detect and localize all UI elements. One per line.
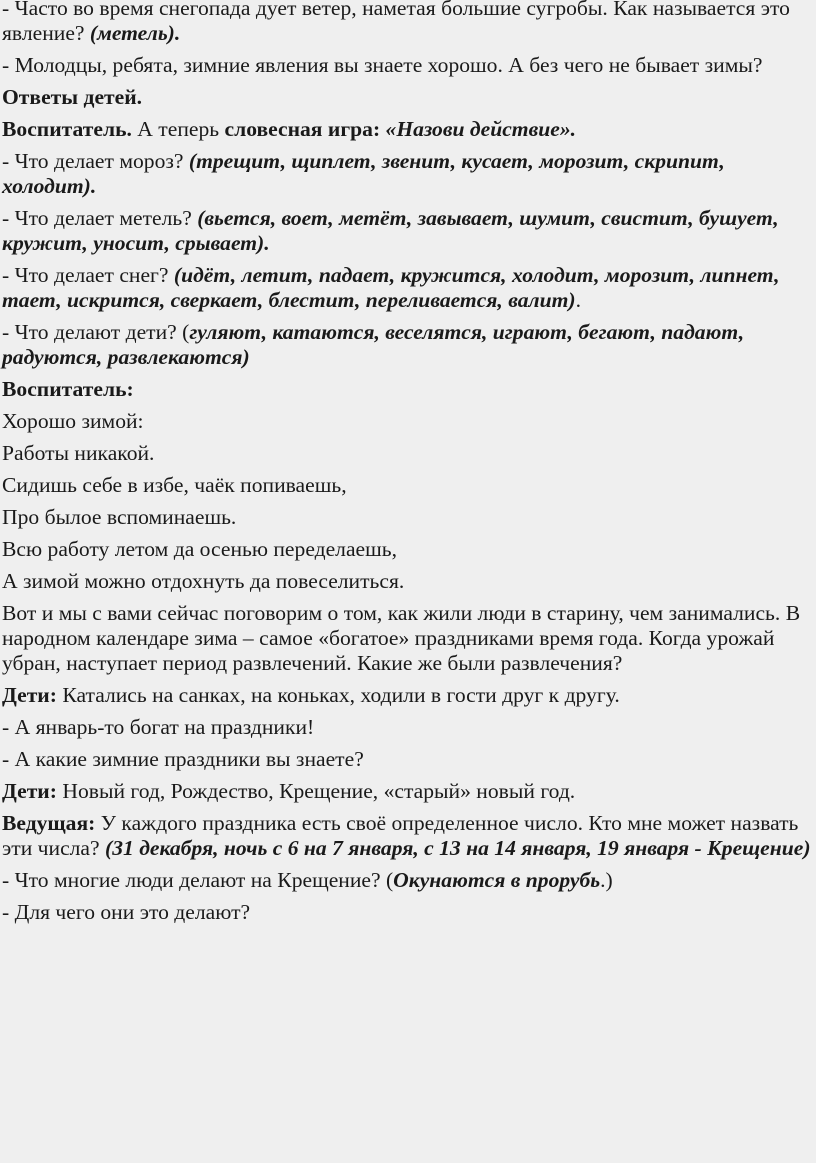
poem-line-text: Работы никакой. bbox=[2, 441, 155, 465]
question-text: - Что делает снег? bbox=[2, 263, 174, 287]
answer-text: (метель). bbox=[89, 21, 181, 45]
paragraph-host-dates bbox=[2, 811, 816, 861]
paragraph-text: - А январь-то богат на праздники! bbox=[2, 715, 315, 739]
paragraph-text: - А какие зимние праздники вы знаете? bbox=[2, 747, 364, 771]
paragraph-january bbox=[2, 715, 816, 740]
question-text: - Что делает метель? bbox=[2, 206, 198, 230]
paragraph-why bbox=[2, 900, 816, 925]
question-text: - Что многие люди делают на Крещение? ( bbox=[2, 868, 394, 892]
poem-line bbox=[2, 441, 816, 466]
paragraph-text: Ответы детей. bbox=[2, 85, 143, 109]
question-text: - Что делает мороз? bbox=[2, 149, 189, 173]
paragraph-winter-question bbox=[2, 53, 816, 78]
poem-line bbox=[2, 569, 816, 594]
answer-text: Окунаются в прорубь bbox=[393, 868, 601, 892]
question-text: - Часто во время снегопада дует ветер, наметая большие сугробы. Как называется это явление? bbox=[2, 0, 790, 45]
paragraph-calendar bbox=[2, 601, 816, 676]
paragraph-text: - Для чего они это делают? bbox=[2, 900, 251, 924]
paragraph-children-reply bbox=[2, 683, 816, 708]
paragraph-text: - Молодцы, ребята, зимние явления вы знаете хорошо. А без чего не бывает зимы? bbox=[2, 53, 763, 77]
poem-line bbox=[2, 409, 816, 434]
paragraph-snow bbox=[2, 263, 816, 313]
answer-text: (идёт, летит, падает, кружится, холодит, морозит, липнет, тает, искрится, сверкает, блестит, переливается, валит) bbox=[2, 263, 780, 312]
poem-line bbox=[2, 473, 816, 498]
paragraph-children-answers bbox=[2, 85, 816, 110]
poem-line-text: А зимой можно отдохнуть да повеселиться. bbox=[2, 569, 405, 593]
poem-line bbox=[2, 505, 816, 530]
answer-text: гуляют, катаются, веселятся, играют, бегают, падают, радуются, развлекаются) bbox=[2, 320, 745, 369]
paragraph-children bbox=[2, 320, 816, 370]
paragraph-children-holidays bbox=[2, 779, 816, 804]
tail-text: . bbox=[575, 288, 582, 312]
paragraph-text: Новый год, Рождество, Крещение, «старый» новый год. bbox=[56, 779, 576, 803]
paragraph-text: У каждого праздника есть своё определенное число. Кто мне может назвать эти числа? bbox=[2, 811, 799, 860]
paragraph-epiphany bbox=[2, 868, 816, 893]
game-label: словесная игра: bbox=[224, 117, 386, 141]
paragraph-question-metel bbox=[2, 0, 816, 46]
paragraph-educator-label bbox=[2, 377, 816, 402]
speaker-label: Ведущая: bbox=[2, 811, 96, 835]
poem-line-text: Сидишь себе в избе, чаёк попиваешь, bbox=[2, 473, 347, 497]
paragraph-frost bbox=[2, 149, 816, 199]
paragraph-text: Катались на санках, на коньках, ходили в гости друг к другу. bbox=[56, 683, 620, 707]
question-text: - Что делают дети? ( bbox=[2, 320, 190, 344]
answer-text: (31 декабря, ночь с 6 на 7 января, с 13 на 14 января, 19 января - Крещение) bbox=[105, 836, 811, 860]
paragraph-holidays-question bbox=[2, 747, 816, 772]
answer-text: (вьется, воет, метёт, завывает, шумит, свистит, бушует, кружит, уносит, срывает). bbox=[2, 206, 779, 255]
answer-text: (трещит, щиплет, звенит, кусает, морозит, скрипит, холодит). bbox=[2, 149, 725, 198]
poem-line-text: Хорошо зимой: bbox=[2, 409, 144, 433]
poem-line bbox=[2, 537, 816, 562]
speaker-label: Дети: bbox=[2, 779, 57, 803]
game-title: «Назови действие». bbox=[385, 117, 577, 141]
poem-line-text: Всю работу летом да осенью переделаешь, bbox=[2, 537, 398, 561]
tail-text: .) bbox=[600, 868, 613, 892]
speaker-label: Воспитатель: bbox=[2, 377, 134, 401]
paragraph-blizzard bbox=[2, 206, 816, 256]
speaker-label: Воспитатель. bbox=[2, 117, 132, 141]
speaker-label: Дети: bbox=[2, 683, 57, 707]
plain-text: А теперь bbox=[131, 117, 225, 141]
paragraph-word-game bbox=[2, 117, 816, 142]
poem-line-text: Про былое вспоминаешь. bbox=[2, 505, 237, 529]
paragraph-text: Вот и мы с вами сейчас поговорим о том, как жили люди в старину, чем занимались. В народном календаре зима – самое «богатое» праздниками время года. Когда урожай убран, наступает период развлечений. Какие же были развлечения? bbox=[2, 601, 801, 675]
